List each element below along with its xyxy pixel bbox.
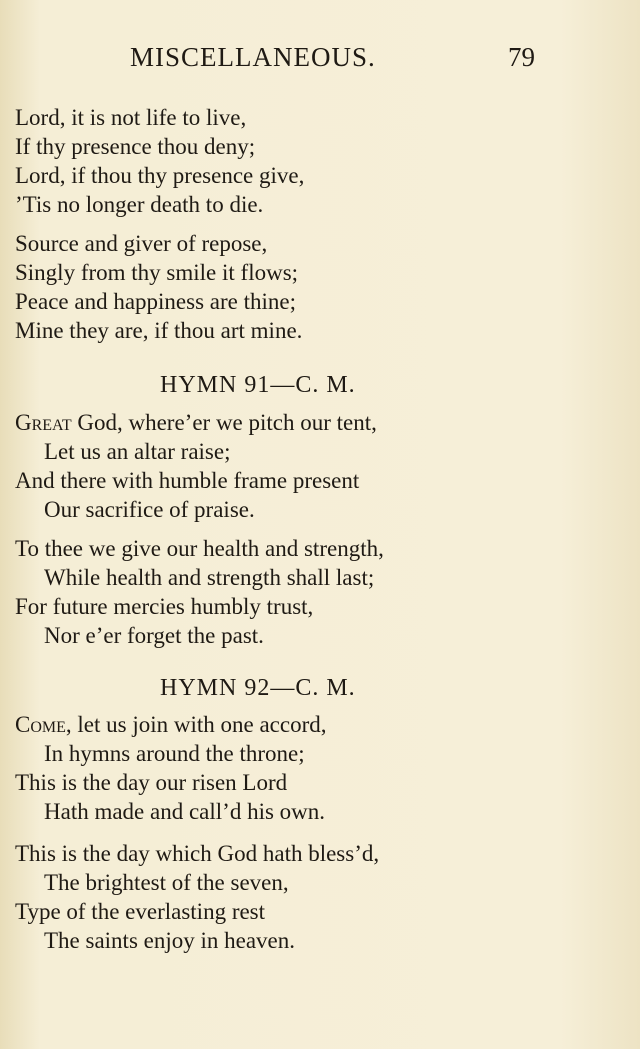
verse-line (15, 711, 327, 739)
verse-line: The brightest of the seven, (44, 870, 289, 895)
verse-line: Lord, if thou thy presence give, (15, 163, 305, 188)
verse-line: To thee we give our health and strength, (15, 536, 384, 561)
verse-line: Source and giver of repose, (15, 231, 268, 256)
verse-line: In hymns around the throne; (44, 741, 305, 766)
verse-text: God, where’er we pitch our tent, (71, 410, 377, 435)
verse-line: The saints enjoy in heaven. (44, 928, 296, 953)
verse-line: Nor e’er forget the past. (44, 623, 264, 648)
verse-line: Peace and happiness are thine; (15, 289, 296, 314)
hymn-91-title: HYMN 91—C. M. (160, 372, 356, 398)
verse-line: This is the day our risen Lord (15, 770, 288, 795)
verse-line: Type of the everlasting rest (15, 899, 266, 924)
verse-line (15, 409, 377, 437)
verse-line: For future mercies humbly trust, (15, 594, 314, 619)
running-head: MISCELLANEOUS. (130, 42, 376, 72)
verse-line: Our sacrifice of praise. (44, 497, 255, 522)
verse-line: ’Tis no longer death to die. (15, 192, 264, 217)
verse-line: Mine they are, if thou art mine. (15, 318, 303, 343)
page-header (0, 42, 640, 82)
verse-text: , let us join with one accord, (65, 712, 327, 737)
drop-word: Come (15, 712, 66, 737)
verse-line: Hath made and call’d his own. (44, 799, 326, 824)
hymn-92-title: HYMN 92—C. M. (160, 675, 356, 701)
drop-word: Great (15, 410, 72, 435)
verse-line: Let us an altar raise; (44, 439, 231, 464)
verse-line: If thy presence thou deny; (15, 134, 256, 159)
verse-line: Singly from thy smile it flows; (15, 260, 299, 285)
verse-line: This is the day which God hath bless’d, (15, 841, 380, 866)
verse-line: While health and strength shall last; (44, 565, 375, 590)
verse-line: And there with humble frame present (15, 468, 360, 493)
page-number: 79 (508, 42, 535, 72)
verse-line: Lord, it is not life to live, (15, 105, 247, 130)
